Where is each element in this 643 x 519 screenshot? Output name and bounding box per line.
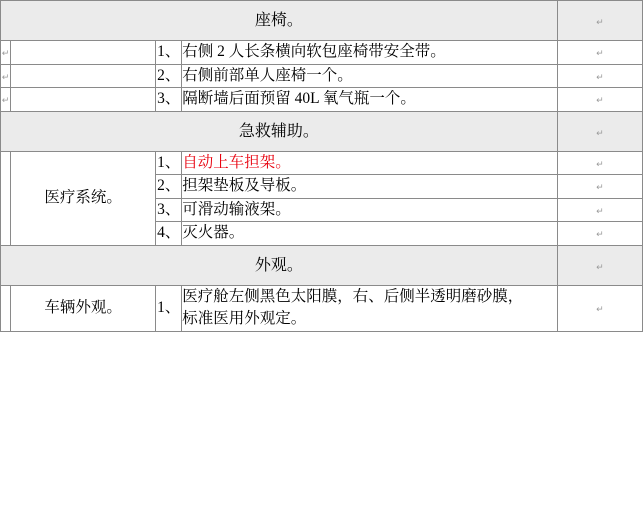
- paragraph-mark-icon: ↵: [596, 305, 604, 316]
- paragraph-mark-icon: ↵: [596, 206, 604, 217]
- row-group-label-exterior: 车辆外观。: [11, 285, 156, 331]
- row-text: 担架垫板及导板。: [182, 175, 558, 198]
- row-text: 右侧前部单人座椅一个。: [182, 64, 558, 87]
- paragraph-mark-icon: ↵: [596, 49, 604, 60]
- row-number: 2、: [156, 64, 182, 87]
- paragraph-mark-icon: ↵: [596, 18, 604, 29]
- paragraph-mark-icon: ↵: [596, 263, 604, 274]
- row-text: 灭火器。: [182, 222, 558, 245]
- paragraph-mark-icon: ↵: [596, 128, 604, 139]
- row-tail-cell: [557, 175, 642, 198]
- row-number: 3、: [156, 198, 182, 221]
- section-header-row: [1, 1, 643, 41]
- section-title-seats: 座椅。: [1, 1, 558, 41]
- section-tail-mark-appearance: [557, 245, 642, 285]
- table-row: [1, 285, 643, 331]
- row-number: 2、: [156, 175, 182, 198]
- paragraph-mark-icon: ↵: [1, 72, 10, 83]
- row-text: 隔断墙后面预留 40L 氧气瓶一个。: [182, 88, 558, 111]
- paragraph-mark-icon: ↵: [596, 230, 604, 241]
- section-header-row: [1, 111, 643, 151]
- row-tail-cell: [557, 64, 642, 87]
- row-tail-cell: [557, 88, 642, 111]
- table-row: [1, 88, 643, 111]
- row-group-label-medical: 医疗系统。: [11, 151, 156, 245]
- row-tail-cell: [557, 198, 642, 221]
- row-number: 1、: [156, 285, 182, 331]
- row-tail-cell: [557, 151, 642, 174]
- row-text-line1: 医疗舱左侧黑色太阳膜，右、后侧半透明磨砂膜，: [182, 287, 524, 305]
- row-number: 3、: [156, 88, 182, 111]
- row-text-line2: 标准医用外观定。: [182, 310, 307, 328]
- paragraph-mark-icon: ↵: [596, 159, 604, 170]
- table-row: [1, 151, 643, 174]
- row-mark-cell: [1, 285, 11, 331]
- row-number: 1、: [156, 41, 182, 64]
- row-label-cell: [11, 64, 156, 87]
- table-row: [1, 41, 643, 64]
- row-text: 右侧 2 人长条横向软包座椅带安全带。: [182, 41, 558, 64]
- paragraph-mark-icon: ↵: [596, 96, 604, 107]
- section-header-row: [1, 245, 643, 285]
- table-row: [1, 64, 643, 87]
- row-text-highlighted: 自动上车担架。: [182, 151, 558, 174]
- row-tail-cell: [557, 285, 642, 331]
- row-mark-cell: [1, 88, 11, 111]
- section-tail-mark-seats: [557, 1, 642, 41]
- paragraph-mark-icon: ↵: [596, 72, 604, 83]
- row-tail-cell: [557, 222, 642, 245]
- row-label-cell: [11, 41, 156, 64]
- row-number: 1、: [156, 151, 182, 174]
- section-title-first-aid: 急救辅助。: [1, 111, 558, 151]
- row-text: [182, 285, 558, 331]
- row-mark-cell: [1, 41, 11, 64]
- section-tail-mark-first-aid: [557, 111, 642, 151]
- paragraph-mark-icon: ↵: [1, 96, 10, 107]
- row-number: 4、: [156, 222, 182, 245]
- section-title-appearance: 外观。: [1, 245, 558, 285]
- row-tail-cell: [557, 41, 642, 64]
- row-mark-cell: [1, 64, 11, 87]
- row-mark-cell: [1, 151, 11, 245]
- paragraph-mark-icon: ↵: [596, 183, 604, 194]
- row-text: 可滑动输液架。: [182, 198, 558, 221]
- paragraph-mark-icon: ↵: [1, 49, 10, 60]
- row-label-cell: [11, 88, 156, 111]
